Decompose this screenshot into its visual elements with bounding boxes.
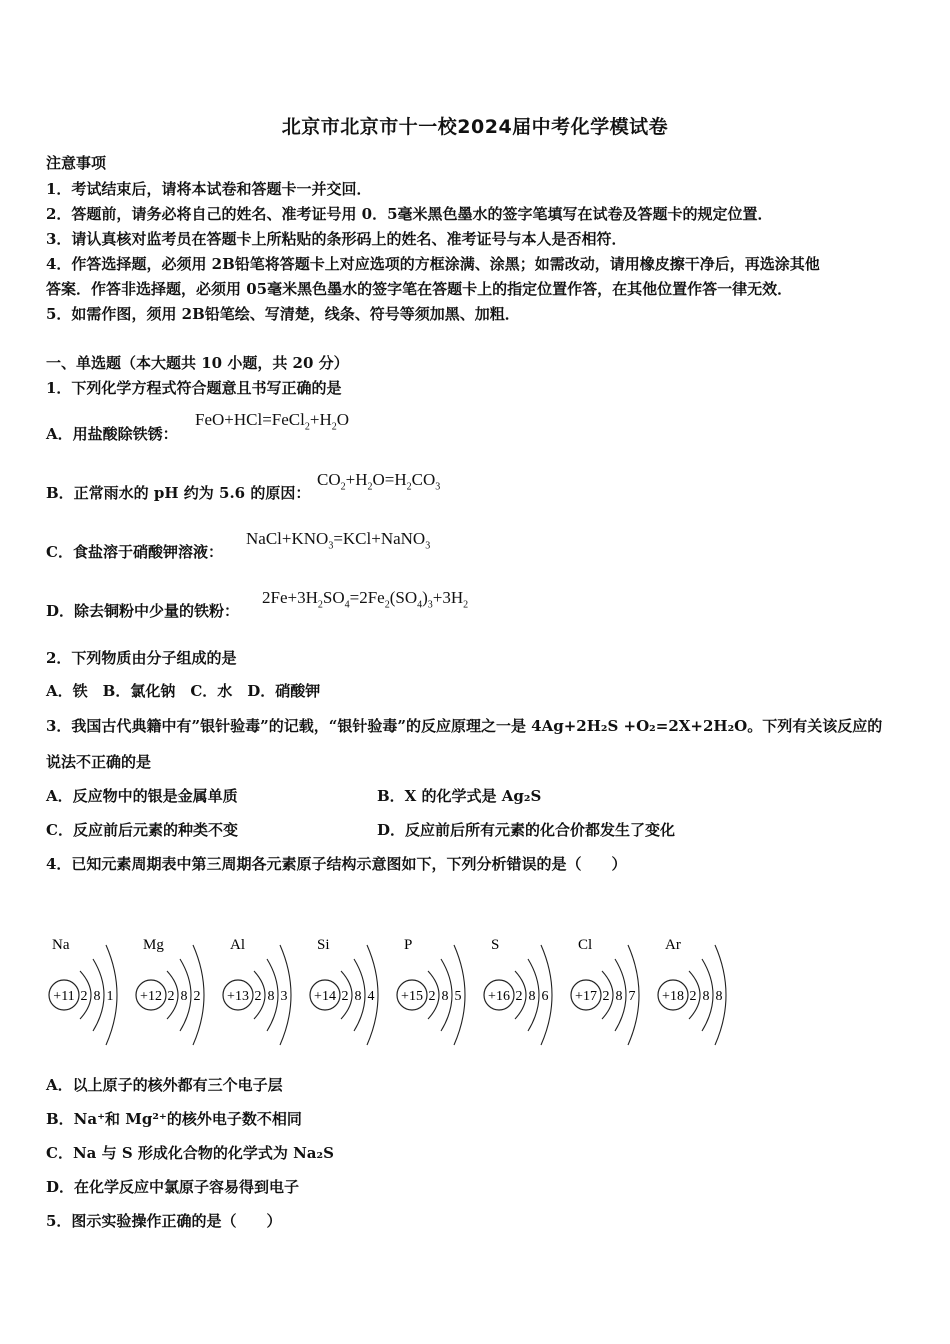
nucleus-charge: +11 <box>53 989 75 1004</box>
atom-s <box>484 937 552 1045</box>
question-options: A．铁 B．氯化钠 C．水 D．硝酸钾 <box>46 682 321 700</box>
electron-count: 2 <box>254 989 262 1004</box>
nucleus-charge: +18 <box>662 989 684 1004</box>
question-stem: 4．已知元素周期表中第三周期各元素原子结构示意图如下，下列分析错误的是（ ） <box>46 855 627 873</box>
notice-item: 2．答题前，请务必将自己的姓名、准考证号用 0．5毫米黑色墨水的签字笔填写在试卷及答题卡的规定位置． <box>46 205 773 223</box>
electron-count: 8 <box>267 989 275 1004</box>
option-d: D．在化学反应中氯原子容易得到电子 <box>46 1178 300 1196</box>
option-a: A．反应物中的银是金属单质 <box>46 787 238 805</box>
atom-ar <box>658 937 726 1045</box>
atom-p <box>397 937 465 1045</box>
nucleus-charge: +12 <box>140 989 162 1004</box>
electron-count: 8 <box>93 989 101 1004</box>
electron-count: 2 <box>80 989 88 1004</box>
electron-count: 2 <box>602 989 610 1004</box>
electron-count: 8 <box>528 989 536 1004</box>
electron-count: 8 <box>354 989 362 1004</box>
atom-symbol: S <box>491 937 500 953</box>
question-stem: 1．下列化学方程式符合题意且书写正确的是 <box>46 379 342 397</box>
question-stem: 5．图示实验操作正确的是（ ） <box>46 1212 282 1230</box>
atom-mg <box>136 937 204 1045</box>
atom-symbol: Cl <box>578 937 593 953</box>
nucleus-charge: +14 <box>314 989 336 1004</box>
equation-b: $CO_2+H_2O=H_2CO_3$ <box>317 470 441 493</box>
atom-na <box>49 937 117 1045</box>
notice-item: 5．如需作图，须用 2B铅笔绘、写清楚，线条、符号等须加黑、加粗． <box>46 305 520 323</box>
nucleus-charge: +13 <box>227 989 249 1004</box>
electron-count: 2 <box>341 989 349 1004</box>
atomic-structure-diagram <box>40 925 740 1050</box>
electron-count: 8 <box>441 989 449 1004</box>
nucleus-charge: +15 <box>401 989 423 1004</box>
option-a: A．用盐酸除铁锈： <box>46 425 178 443</box>
option-d: D．除去铜粉中少量的铁粉： <box>46 602 240 620</box>
notice-item: 3．请认真核对监考员在答题卡上所粘贴的条形码上的姓名、准考证号与本人是否相符． <box>46 230 627 248</box>
equation-c: $NaCl+KNO_3=KCl+NaNO_3$ <box>246 529 431 552</box>
option-b: B．Na⁺和 Mg²⁺的核外电子数不相同 <box>46 1110 302 1128</box>
equation-d: $2Fe+3H_2SO_4=2Fe_2(SO_4)_3+3H_2$ <box>262 588 469 611</box>
option-d: D．反应前后所有元素的化合价都发生了变化 <box>377 821 676 839</box>
equation-a: $FeO+HCl=FeCl_2+H_2O$ <box>195 410 350 433</box>
electron-count: 2 <box>689 989 697 1004</box>
electron-count: 6 <box>541 989 549 1004</box>
notice-item: 4．作答选择题，必须用 2B铅笔将答题卡上对应选项的方框涂满、涂黑；如需改动，请用橡皮擦干净后，再选涂其他 <box>46 255 820 273</box>
electron-count: 2 <box>515 989 523 1004</box>
electron-count: 1 <box>106 989 114 1004</box>
notice-item: 1．考试结束后，请将本试卷和答题卡一并交回． <box>46 180 372 198</box>
atom-symbol: Ar <box>665 937 681 953</box>
electron-count: 3 <box>280 989 288 1004</box>
electron-count: 2 <box>428 989 436 1004</box>
electron-count: 5 <box>454 989 462 1004</box>
notice-heading: 注意事项 <box>46 154 107 172</box>
page-title: 北京市北京市十一校2024届中考化学模试卷 <box>281 116 669 138</box>
atom-symbol: Mg <box>143 937 164 953</box>
electron-count: 2 <box>193 989 201 1004</box>
section-heading: 一、单选题（本大题共 10 小题，共 20 分） <box>46 354 349 372</box>
question-stem-cont: 说法不正确的是 <box>46 753 152 771</box>
atom-symbol: Si <box>317 937 330 953</box>
atom-si <box>310 937 378 1045</box>
electron-count: 8 <box>715 989 723 1004</box>
option-c: C．反应前后元素的种类不变 <box>46 821 238 839</box>
option-a: A．以上原子的核外都有三个电子层 <box>46 1076 283 1094</box>
option-c: C．食盐溶于硝酸钾溶液： <box>46 543 223 561</box>
question-stem: 2．下列物质由分子组成的是 <box>46 649 237 667</box>
atom-cl <box>571 937 639 1045</box>
notice-item: 答案．作答非选择题，必须用 05毫米黑色墨水的签字笔在答题卡上的指定位置作答，在其他位置作答一律无效． <box>46 280 793 298</box>
electron-count: 8 <box>615 989 623 1004</box>
option-c: C．Na 与 S 形成化合物的化学式为 Na₂S <box>46 1144 334 1162</box>
electron-count: 8 <box>702 989 710 1004</box>
atom-al <box>223 937 291 1045</box>
option-b: B．X 的化学式是 Ag₂S <box>377 787 542 805</box>
electron-count: 8 <box>180 989 188 1004</box>
electron-count: 2 <box>167 989 175 1004</box>
electron-count: 4 <box>367 989 375 1004</box>
atom-symbol: Na <box>52 937 70 953</box>
electron-count: 7 <box>628 989 636 1004</box>
atom-symbol: Al <box>230 937 245 953</box>
question-stem: 3．我国古代典籍中有”银针验毒”的记载，“银针验毒”的反应原理之一是 4Ag+2H₂S +O₂=2X+2H₂O。下列有关该反应的 <box>46 717 883 735</box>
nucleus-charge: +17 <box>575 989 597 1004</box>
atom-symbol: P <box>404 937 413 953</box>
nucleus-charge: +16 <box>488 989 510 1004</box>
option-b: B．正常雨水的 pH 约为 5.6 的原因： <box>46 484 311 502</box>
